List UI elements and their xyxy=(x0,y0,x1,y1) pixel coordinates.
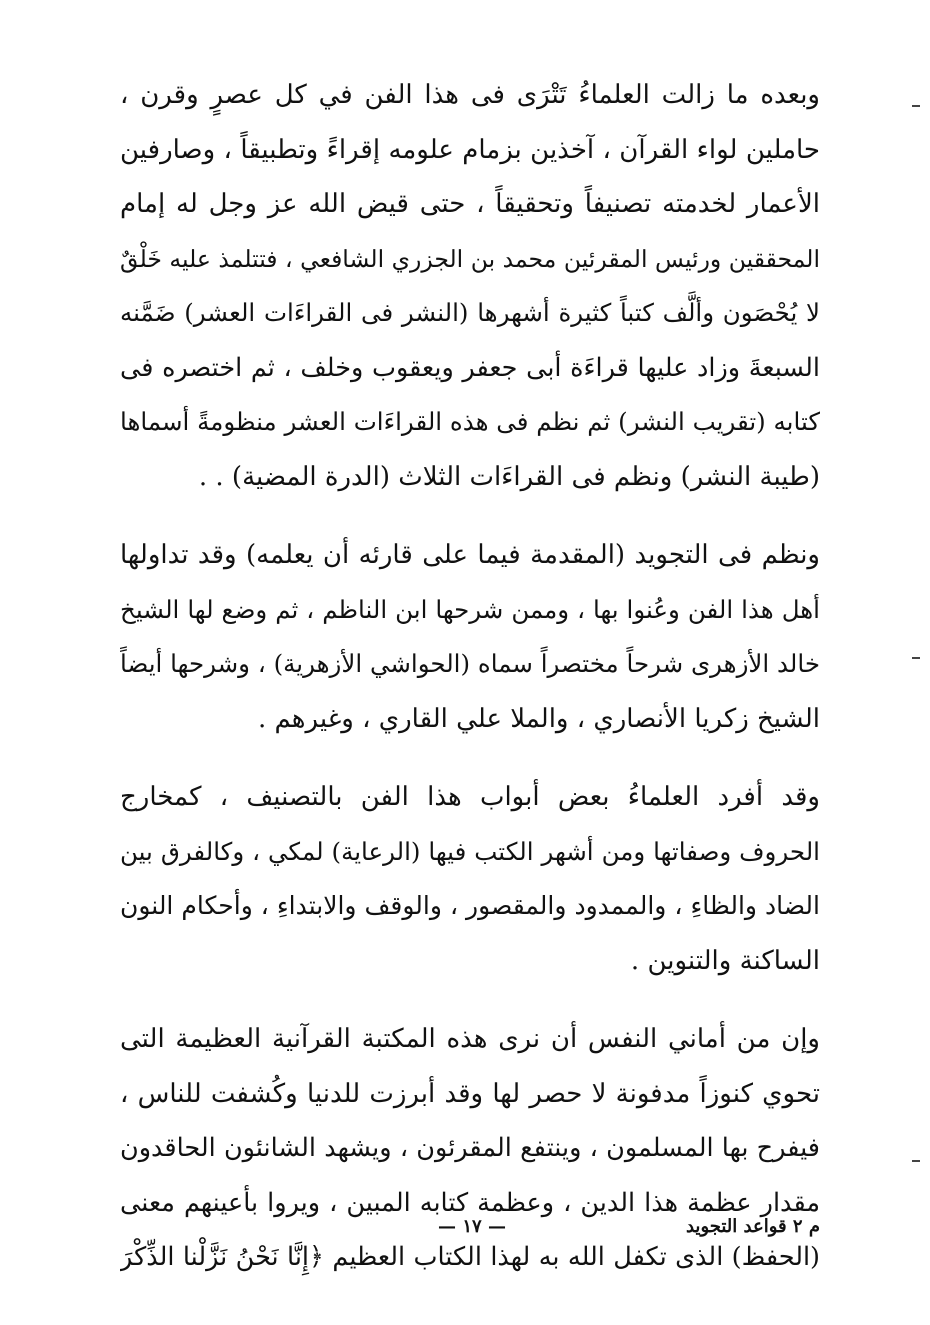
text-line: أهل هذا الفن وعُنوا بها ، وممن شرحها ابن الناظم ، ثم وضع لها الشيخ xyxy=(120,594,820,624)
text-line: وقد أفرد العلماءُ بعض أبواب هذا الفن بالتصنيف ، كمخارج xyxy=(120,782,820,812)
text-line: حاملين لواء القرآن ، آخذين بزمام علومه إقراءً وتطبيقاً ، وصارفين xyxy=(120,134,820,165)
text-line: الحروف وصفاتها ومن أشهر الكتب فيها (الرعاية) لمكي ، وكالفرق بين xyxy=(120,836,820,866)
text-line: الأعمار لخدمته تصنيفاً وتحقيقاً ، حتى قيض الله عز وجل له إمام xyxy=(120,189,820,219)
page-number: — ١٧ — xyxy=(438,1216,506,1237)
margin-mark xyxy=(912,657,920,659)
text-line: تحوي كنوزاً مدفونة لا حصر لها وقد أبرزت للدنيا وكُشفت للناس ، xyxy=(120,1078,820,1109)
text-line: كتابه (تقريب النشر) ثم نظم فى هذه القراءَات العشر منظومةً أسماها xyxy=(120,407,820,436)
footer-book-title: م ٢ قواعد التجويد xyxy=(685,1216,820,1237)
text-line: الشيخ زكريا الأنصاري ، والملا علي القاري ، وغيرهم . xyxy=(257,703,820,734)
text-line: (طيبة النشر) ونظم فى القراءَات الثلاث (الدرة المضية) . . xyxy=(198,461,820,492)
text-line: المحققين ورئيس المقرئين محمد بن الجزري الشافعي ، فتتلمذ عليه خَلْقٌ xyxy=(120,244,820,273)
text-line: خالد الأزهرى شرحاً مختصراً سماه (الحواشي الأزهرية) ، وشرحها أيضاً xyxy=(120,649,820,678)
text-line: فيفرح بها المسلمون ، وينتفع المقرئون ، ويشهد الشانئون الحاقدون xyxy=(120,1133,820,1163)
text-line: لا يُحْصَون وألَّف كتباً كثيرة أشهرها (النشر فى القراءَات العشر) ضَمَّنه xyxy=(120,298,820,327)
text-line: الساكنة والتنوين . xyxy=(630,945,820,976)
text-line: السبعةَ وزاد عليها قراءَة أبى جعفر ويعقوب وخلف ، ثم اختصره فى xyxy=(120,352,820,383)
paragraph-2 xyxy=(120,528,820,746)
paragraph-1 xyxy=(120,68,820,504)
text-line: مقدار عظمة هذا الدين ، وعظمة كتابه المبين ، ويروا بأعينهم معنى xyxy=(120,1187,820,1218)
paragraph-3 xyxy=(120,770,820,988)
text-line: ونظم فى التجويد (المقدمة فيما على قارئه أن يعلمه) وقد تداولها xyxy=(120,540,820,570)
margin-mark xyxy=(912,1160,920,1162)
text-line: (الحفظ) الذى تكفل الله به لهذا الكتاب العظيم ﴿إِنَّا نَحْنُ نَزَّلْنا الذِّكْرَ xyxy=(120,1242,820,1272)
text-line: وإن من أماني النفس أن نرى هذه المكتبة القرآنية العظيمة التى xyxy=(120,1024,820,1054)
text-line: الضاد والظاءِ ، والممدود والمقصور ، والوقف والابتداءِ ، وأحكام النون xyxy=(120,891,820,920)
page-footer xyxy=(120,1208,820,1248)
text-line: وبعده ما زالت العلماءُ تَتْرَى فى هذا الفن في كل عصرٍ وقرن ، xyxy=(120,80,820,110)
margin-mark xyxy=(912,105,920,107)
document-body xyxy=(120,68,820,1309)
